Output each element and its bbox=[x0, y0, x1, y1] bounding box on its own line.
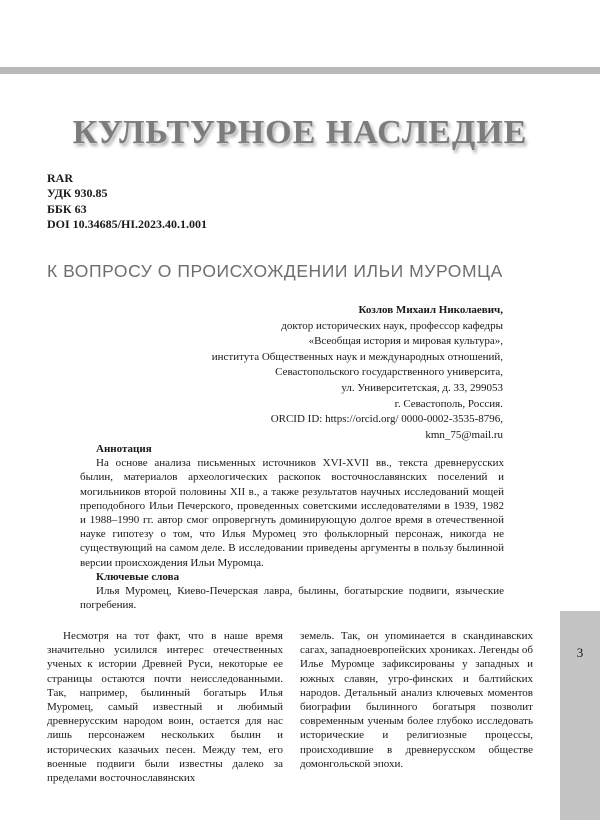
author-email: kmn_75@mail.ru bbox=[425, 428, 503, 441]
author-department: «Всеобщая история и мировая культура», bbox=[308, 335, 503, 348]
author-city: г. Севастополь, Россия. bbox=[394, 397, 503, 410]
meta-bbk: ББК 63 bbox=[47, 201, 87, 216]
abstract-heading: Аннотация bbox=[96, 443, 152, 455]
page-number: 3 bbox=[576, 645, 584, 660]
abstract-text: На основе анализа письменных источников XVI-XVII вв., текста древнерусских былин, материалов археологических раскопок восточнославянских поселений и могильников второй половины XII в., а также результатов научных исследований мощей преподобного Ильи Печерского, проведенных советскими исследователями в 1939, 1982 и 1988–1990 гг. автор смог опровергнуть доминирующую долгое время в отечественной науке гипотезу о том, что Илья Муромец это фольклорный персонаж, никогда не существующий на самом деле. В исследовании приведены аргументы в пользу былинной версии происхождения Ильи Муромца. bbox=[80, 457, 504, 569]
author-orcid: ORCID ID: https://orcid.org/ 0000-0002-3535-8796, bbox=[270, 413, 503, 426]
author-position: доктор исторических наук, профессор кафедры bbox=[281, 319, 503, 332]
abstract-block bbox=[80, 442, 504, 612]
header-rule bbox=[0, 67, 600, 74]
page-tab bbox=[560, 611, 600, 820]
meta-rar: RAR bbox=[47, 171, 73, 185]
keywords-heading: Ключевые слова bbox=[96, 570, 180, 583]
section-title: КУЛЬТУРНОЕ НАСЛЕДИЕ bbox=[72, 114, 528, 151]
bibliographic-meta bbox=[47, 171, 207, 232]
author-name: Козлов Михаил Николаевич, bbox=[358, 304, 503, 316]
meta-doi: DOI 10.34685/HI.2023.40.1.001 bbox=[47, 216, 208, 231]
body-column-right: земель. Так, он упоминается в скандинавских сагах, западноевропейских хрониках. Легенды об Илье Муромце зафиксированы у западных и южных славян, угро-финских и балтийских народов. Детальный анализ ключевых моментов биографии былинного богатыря позволит современным ученым более глубоко исследовать исторические и религиозные процессы, происходившие в древнерусском обществе домонгольской эпохи. bbox=[300, 630, 533, 770]
author-institute: института Общественных наук и международных отношений, bbox=[211, 350, 503, 363]
author-address: ул. Университетская, д. 33, 299053 bbox=[341, 381, 503, 394]
article-title: К ВОПРОСУ О ПРОИСХОЖДЕНИИ ИЛЬИ МУРОМЦА bbox=[47, 261, 503, 281]
author-university: Севастопольского государственного университа, bbox=[275, 366, 503, 379]
body-column-left: Несмотря на тот факт, что в наше время значительно усилился интерес отечественных ученых к истории Древней Руси, некоторые ее страницы остаются почти неисследованными. Так, например, былинный богатырь Илья Муромец, самый известный и любимый древнерусским народом воин, остается для нас лишь персонажем нескольких былин и исторических казачьих песен. Между тем, его военные подвиги были известны далеко за пределами восточнославянских bbox=[47, 630, 283, 785]
keywords-text: Илья Муромец, Киево-Печерская лавра, былины, богатырские подвиги, языческие погребения. bbox=[80, 585, 504, 612]
meta-udk: УДК 930.85 bbox=[47, 186, 108, 201]
author-block bbox=[212, 303, 503, 443]
